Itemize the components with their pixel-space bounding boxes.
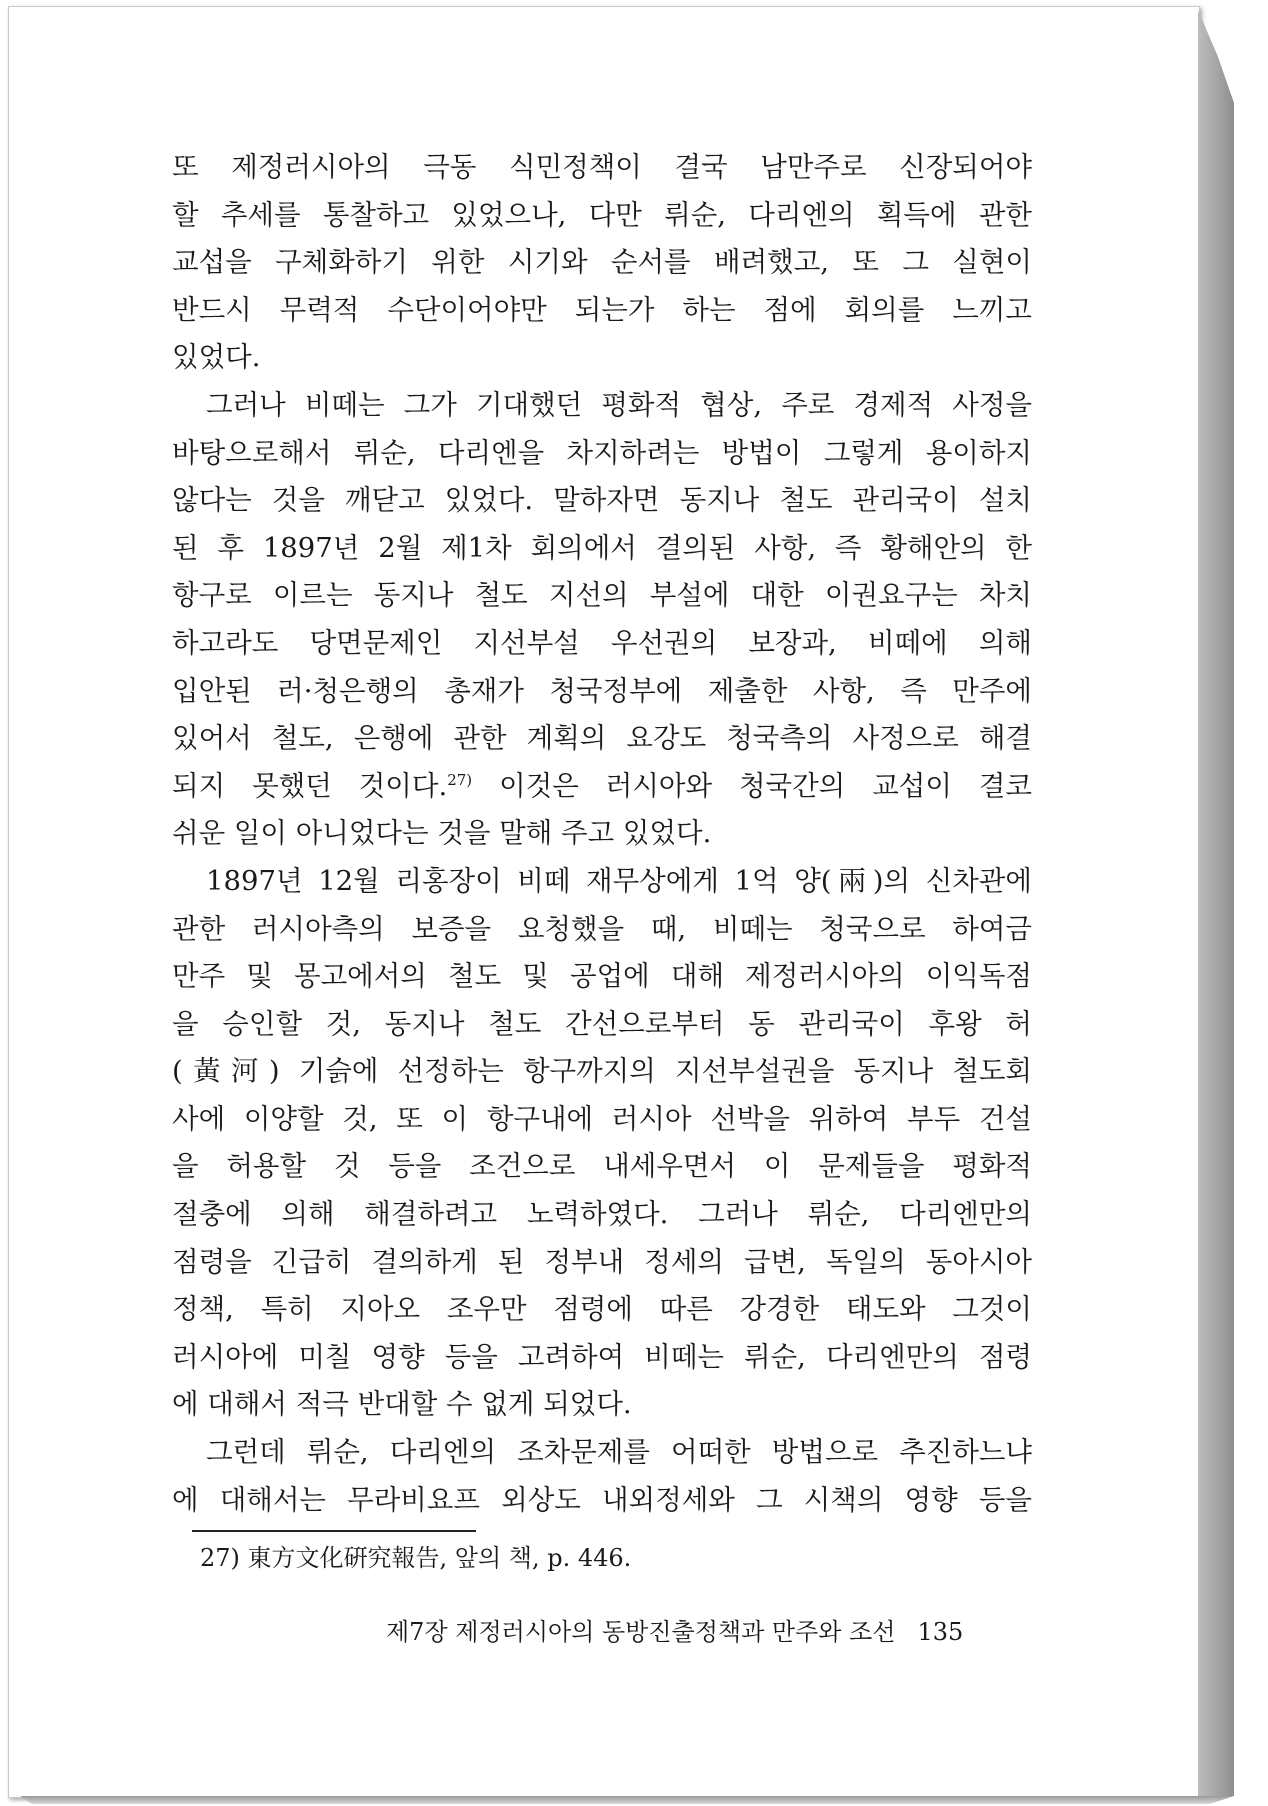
text-line: 에 대해서는 무라비요프 외상도 내외정세와 그 시책의 영향 등을	[172, 1483, 1032, 1516]
chapter-title: 제7장 제정러시아의 동방진출정책과 만주와 조선	[386, 1618, 896, 1646]
text-line: 1897년 12월 리홍장이 비떼 재무상에게 1억 양(兩)의 신차관에	[206, 864, 1032, 897]
text-segment: 이것은 러시아와 청국간의 교섭이 결코	[499, 769, 1032, 802]
text-line: 하고라도 당면문제인 지선부설 우선권의 보장과, 비떼에 의해	[172, 626, 1032, 659]
text-line: 에 대해서 적극 반대할 수 없게 되었다.	[172, 1388, 632, 1421]
text-line: 바탕으로해서 뤼순, 다리엔을 차지하려는 방법이 그렇게 용이하지	[172, 436, 1032, 469]
text-line: 교섭을 구체화하기 위한 시기와 순서를 배려했고, 또 그 실현이	[172, 246, 1032, 279]
text-line: 있어서 철도, 은행에 관한 계획의 요강도 청국측의 사정으로 해결	[172, 722, 1032, 755]
text-line: 절충에 의해 해결하려고 노력하였다. 그러나 뤼순, 다리엔만의	[172, 1198, 1032, 1231]
footnote-reference: 27)	[447, 770, 473, 789]
text-line: 정책, 특히 지아오 조우만 점령에 따른 강경한 태도와 그것이	[172, 1293, 1032, 1326]
text-line: 항구로 이르는 동지나 철도 지선의 부설에 대한 이권요구는 차치	[172, 579, 1032, 612]
page-number: 135	[917, 1618, 964, 1646]
text-line: (黃河) 기슭에 선정하는 항구까지의 지선부설권을 동지나 철도회	[172, 1055, 1032, 1088]
text-line-with-footnote	[172, 763, 1032, 811]
text-line: 그런데 뤼순, 다리엔의 조차문제를 어떠한 방법으로 추진하느냐	[206, 1436, 1032, 1469]
text-line: 반드시 무력적 수단이어야만 되는가 하는 점에 회의를 느끼고	[172, 293, 1032, 326]
text-line: 만주 및 몽고에서의 철도 및 공업에 대해 제정러시아의 이익독점	[172, 960, 1032, 993]
text-line: 을 승인할 것, 동지나 철도 간선으로부터 동 관리국이 후왕 허	[172, 1007, 1032, 1040]
text-line: 또 제정러시아의 극동 식민정책이 결국 남만주로 신장되어야	[172, 151, 1032, 183]
running-footer	[386, 1612, 963, 1652]
text-line: 쉬운 일이 아니었다는 것을 말해 주고 있었다.	[172, 817, 712, 850]
text-line: 입안된 러·청은행의 총재가 청국정부에 제출한 사항, 즉 만주에	[172, 674, 1032, 707]
text-line: 할 추세를 통찰하고 있었으나, 다만 뤼순, 다리엔의 획득에 관한	[172, 198, 1032, 231]
text-segment: 되지 못했던 것이다.	[172, 769, 448, 802]
text-line: 있었다.	[172, 341, 261, 374]
page-edge-effect	[1198, 10, 1234, 1796]
text-line: 러시아에 미칠 영향 등을 고려하여 비떼는 뤼순, 다리엔만의 점령	[172, 1340, 1032, 1373]
body-text	[172, 144, 1032, 1524]
text-line: 관한 러시아측의 보증을 요청했을 때, 비떼는 청국으로 하여금	[172, 912, 1032, 945]
text-line: 그러나 비떼는 그가 기대했던 평화적 협상, 주로 경제적 사정을	[206, 388, 1032, 421]
text-line: 사에 이양할 것, 또 이 항구내에 러시아 선박을 위하여 부두 건설	[172, 1102, 1032, 1135]
page-bottom-shadow	[20, 1796, 1234, 1804]
footnote: 27) 東方文化硏究報告, 앞의 책, p. 446.	[200, 1544, 632, 1572]
text-line: 된 후 1897년 2월 제1차 회의에서 결의된 사항, 즉 황해안의 한	[172, 531, 1032, 564]
text-line: 을 허용할 것 등을 조건으로 내세우면서 이 문제들을 평화적	[172, 1150, 1032, 1183]
text-line: 점령을 긴급히 결의하게 된 정부내 정세의 급변, 독일의 동아시아	[172, 1245, 1032, 1278]
footnote-divider	[192, 1530, 476, 1532]
text-line: 않다는 것을 깨닫고 있었다. 말하자면 동지나 철도 관리국이 설치	[172, 484, 1032, 517]
